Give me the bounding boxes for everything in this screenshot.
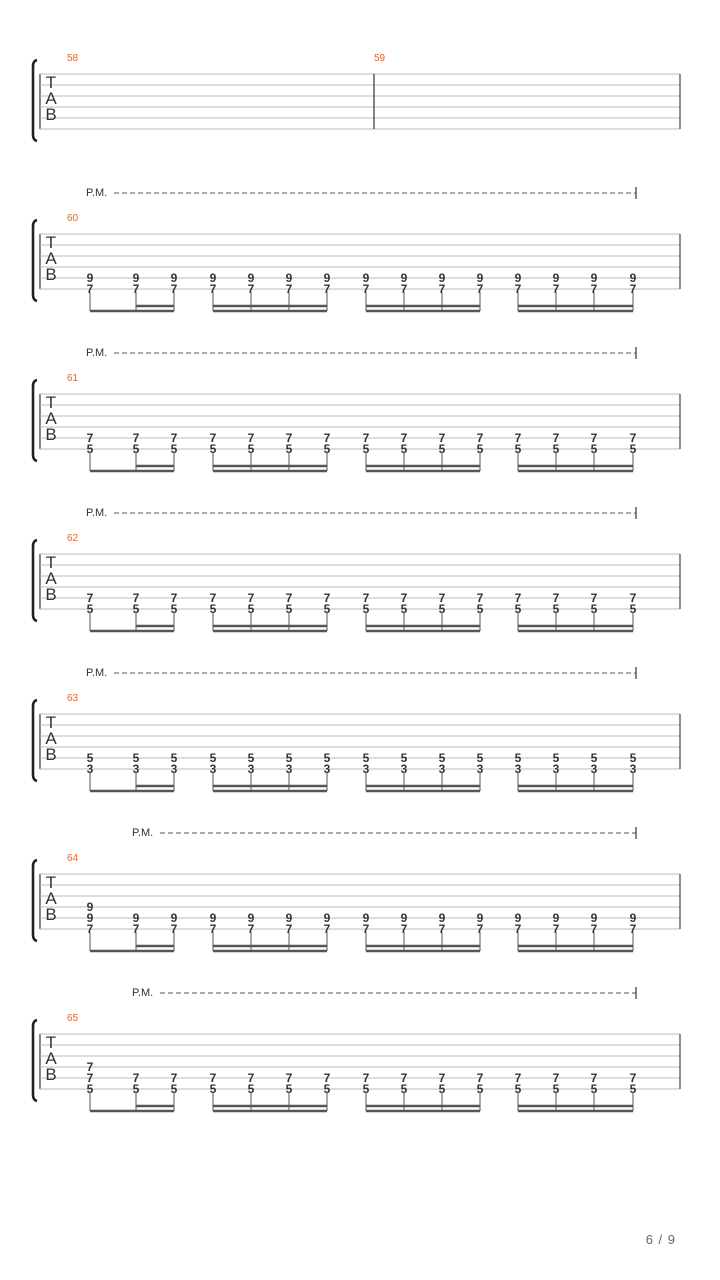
fret-number: 9 xyxy=(629,911,637,925)
fret-number: 3 xyxy=(629,762,637,776)
fret-number: 7 xyxy=(247,282,255,296)
fret-number: 9 xyxy=(323,271,331,285)
fret-number: 3 xyxy=(132,762,140,776)
fret-number: 7 xyxy=(629,1071,637,1085)
fret-number: 5 xyxy=(590,442,598,456)
fret-number: 7 xyxy=(132,922,140,936)
fret-number: 7 xyxy=(132,431,140,445)
fret-number: 7 xyxy=(132,1071,140,1085)
palm-mute-label: P.M. xyxy=(86,187,108,199)
fret-number: 9 xyxy=(285,911,293,925)
system-bracket xyxy=(33,540,37,621)
fret-number: 7 xyxy=(590,431,598,445)
fret-number: 5 xyxy=(86,442,94,456)
fret-number: 7 xyxy=(247,431,255,445)
fret-number: 5 xyxy=(629,751,637,765)
fret-number: 7 xyxy=(590,591,598,605)
fret-number: 5 xyxy=(400,442,408,456)
fret-number: 3 xyxy=(362,762,370,776)
fret-number: 7 xyxy=(438,431,446,445)
fret-number: 9 xyxy=(170,271,178,285)
fret-number: 7 xyxy=(552,922,560,936)
fret-number: 7 xyxy=(362,922,370,936)
fret-number: 7 xyxy=(552,431,560,445)
system-bracket xyxy=(33,380,37,461)
palm-mute-label: P.M. xyxy=(86,667,108,679)
tab-clef-letter: T xyxy=(45,393,57,412)
fret-number: 3 xyxy=(209,762,217,776)
fret-number: 7 xyxy=(209,922,217,936)
fret-number: 7 xyxy=(590,282,598,296)
fret-number: 7 xyxy=(362,282,370,296)
measure-number: 60 xyxy=(67,213,79,224)
fret-number: 3 xyxy=(590,762,598,776)
system-bracket xyxy=(33,220,37,301)
fret-number: 7 xyxy=(209,282,217,296)
fret-number: 5 xyxy=(552,1082,560,1096)
fret-number: 5 xyxy=(285,1082,293,1096)
tab-clef-letter: A xyxy=(45,569,57,588)
fret-number: 7 xyxy=(285,1071,293,1085)
fret-number: 5 xyxy=(285,751,293,765)
fret-number: 5 xyxy=(514,442,522,456)
page-number: 6 / 9 xyxy=(645,1232,676,1247)
measure-number: 62 xyxy=(67,533,79,544)
fret-number: 7 xyxy=(285,922,293,936)
measure-number: 65 xyxy=(67,1013,79,1024)
fret-number: 7 xyxy=(629,591,637,605)
fret-number: 5 xyxy=(514,1082,522,1096)
fret-number: 7 xyxy=(247,1071,255,1085)
fret-number: 5 xyxy=(476,602,484,616)
fret-number: 5 xyxy=(209,751,217,765)
fret-number: 5 xyxy=(323,442,331,456)
fret-number: 7 xyxy=(362,1071,370,1085)
tab-clef-letter: A xyxy=(45,889,57,908)
fret-number: 7 xyxy=(170,922,178,936)
palm-mute-label: P.M. xyxy=(132,827,154,839)
fret-number: 9 xyxy=(552,271,560,285)
fret-number: 7 xyxy=(552,591,560,605)
fret-number: 7 xyxy=(514,282,522,296)
fret-number: 7 xyxy=(323,282,331,296)
system-bracket xyxy=(33,60,37,141)
fret-number: 7 xyxy=(285,431,293,445)
fret-number: 9 xyxy=(86,900,94,914)
fret-number: 5 xyxy=(438,751,446,765)
system-bracket xyxy=(33,700,37,781)
tab-clef-letter: A xyxy=(45,1049,57,1068)
fret-number: 7 xyxy=(438,922,446,936)
fret-number: 5 xyxy=(209,1082,217,1096)
fret-number: 5 xyxy=(400,751,408,765)
fret-number: 9 xyxy=(590,911,598,925)
fret-number: 5 xyxy=(629,442,637,456)
fret-number: 5 xyxy=(476,1082,484,1096)
fret-number: 9 xyxy=(247,911,255,925)
tab-clef-letter: T xyxy=(45,873,57,892)
fret-number: 9 xyxy=(285,271,293,285)
fret-number: 7 xyxy=(285,591,293,605)
fret-number: 7 xyxy=(476,282,484,296)
tab-system xyxy=(33,667,680,791)
tab-clef-letter: T xyxy=(45,233,57,252)
tab-clef-letter: B xyxy=(45,585,57,604)
fret-number: 7 xyxy=(209,591,217,605)
fret-number: 7 xyxy=(362,591,370,605)
fret-number: 9 xyxy=(209,911,217,925)
fret-number: 5 xyxy=(170,751,178,765)
fret-number: 7 xyxy=(438,1071,446,1085)
fret-number: 3 xyxy=(86,762,94,776)
fret-number: 7 xyxy=(86,922,94,936)
fret-number: 5 xyxy=(132,602,140,616)
fret-number: 5 xyxy=(362,442,370,456)
fret-number: 9 xyxy=(552,911,560,925)
fret-number: 5 xyxy=(476,751,484,765)
tab-system xyxy=(33,987,680,1111)
tab-system xyxy=(33,507,680,631)
fret-number: 9 xyxy=(629,271,637,285)
fret-number: 5 xyxy=(170,602,178,616)
tab-clef-letter: A xyxy=(45,249,57,268)
fret-number: 9 xyxy=(170,911,178,925)
fret-number: 5 xyxy=(590,602,598,616)
fret-number: 7 xyxy=(590,1071,598,1085)
fret-number: 5 xyxy=(86,1082,94,1096)
fret-number: 7 xyxy=(476,591,484,605)
fret-number: 7 xyxy=(323,431,331,445)
fret-number: 5 xyxy=(438,1082,446,1096)
fret-number: 9 xyxy=(476,911,484,925)
fret-number: 7 xyxy=(285,282,293,296)
fret-number: 5 xyxy=(552,602,560,616)
fret-number: 7 xyxy=(438,282,446,296)
system-bracket xyxy=(33,1020,37,1101)
fret-number: 7 xyxy=(209,1071,217,1085)
fret-number: 7 xyxy=(170,1071,178,1085)
fret-number: 7 xyxy=(86,1071,94,1085)
fret-number: 7 xyxy=(209,431,217,445)
fret-number: 7 xyxy=(247,922,255,936)
fret-number: 7 xyxy=(132,282,140,296)
fret-number: 5 xyxy=(170,442,178,456)
fret-number: 9 xyxy=(247,271,255,285)
fret-number: 9 xyxy=(438,911,446,925)
fret-number: 7 xyxy=(362,431,370,445)
fret-number: 7 xyxy=(629,282,637,296)
fret-number: 5 xyxy=(323,602,331,616)
fret-number: 7 xyxy=(514,1071,522,1085)
fret-number: 5 xyxy=(247,442,255,456)
fret-number: 9 xyxy=(400,271,408,285)
fret-number: 7 xyxy=(400,591,408,605)
fret-number: 5 xyxy=(400,602,408,616)
fret-number: 5 xyxy=(247,1082,255,1096)
tab-clef-letter: A xyxy=(45,409,57,428)
fret-number: 3 xyxy=(170,762,178,776)
fret-number: 5 xyxy=(590,1082,598,1096)
fret-number: 7 xyxy=(476,922,484,936)
tab-clef-letter: B xyxy=(45,425,57,444)
fret-number: 7 xyxy=(323,591,331,605)
fret-number: 9 xyxy=(132,911,140,925)
tab-clef-letter: B xyxy=(45,905,57,924)
fret-number: 7 xyxy=(438,591,446,605)
fret-number: 5 xyxy=(285,602,293,616)
tab-system xyxy=(33,187,680,311)
fret-number: 7 xyxy=(86,431,94,445)
fret-number: 7 xyxy=(170,282,178,296)
fret-number: 9 xyxy=(362,911,370,925)
measure-number: 64 xyxy=(67,853,79,864)
fret-number: 7 xyxy=(400,431,408,445)
fret-number: 3 xyxy=(247,762,255,776)
fret-number: 9 xyxy=(209,271,217,285)
fret-number: 7 xyxy=(170,431,178,445)
tab-clef-letter: A xyxy=(45,729,57,748)
fret-number: 5 xyxy=(132,442,140,456)
palm-mute-label: P.M. xyxy=(132,987,154,999)
palm-mute-label: P.M. xyxy=(86,347,108,359)
fret-number: 7 xyxy=(476,431,484,445)
fret-number: 9 xyxy=(86,911,94,925)
fret-number: 5 xyxy=(514,751,522,765)
fret-number: 3 xyxy=(400,762,408,776)
fret-number: 7 xyxy=(400,922,408,936)
fret-number: 5 xyxy=(209,602,217,616)
measure-number: 63 xyxy=(67,693,79,704)
fret-number: 9 xyxy=(400,911,408,925)
fret-number: 5 xyxy=(132,1082,140,1096)
tab-clef-letter: B xyxy=(45,265,57,284)
fret-number: 5 xyxy=(362,1082,370,1096)
fret-number: 3 xyxy=(285,762,293,776)
fret-number: 7 xyxy=(247,591,255,605)
fret-number: 5 xyxy=(552,442,560,456)
tab-clef-letter: T xyxy=(45,1033,57,1052)
measure-number: 61 xyxy=(67,373,79,384)
fret-number: 7 xyxy=(170,591,178,605)
fret-number: 5 xyxy=(476,442,484,456)
fret-number: 9 xyxy=(132,271,140,285)
fret-number: 5 xyxy=(629,1082,637,1096)
tab-system xyxy=(33,347,680,471)
tab-clef-letter: A xyxy=(45,89,57,108)
tab-clef-letter: B xyxy=(45,1065,57,1084)
fret-number: 9 xyxy=(514,271,522,285)
fret-number: 7 xyxy=(552,282,560,296)
fret-number: 9 xyxy=(438,271,446,285)
fret-number: 7 xyxy=(476,1071,484,1085)
fret-number: 9 xyxy=(590,271,598,285)
tab-system xyxy=(33,53,680,141)
fret-number: 5 xyxy=(552,751,560,765)
fret-number: 7 xyxy=(86,282,94,296)
fret-number: 5 xyxy=(247,602,255,616)
tab-clef-letter: T xyxy=(45,73,57,92)
fret-number: 3 xyxy=(476,762,484,776)
fret-number: 5 xyxy=(590,751,598,765)
fret-number: 7 xyxy=(514,591,522,605)
fret-number: 5 xyxy=(362,751,370,765)
fret-number: 7 xyxy=(514,922,522,936)
tab-clef-letter: B xyxy=(45,745,57,764)
fret-number: 9 xyxy=(476,271,484,285)
fret-number: 5 xyxy=(362,602,370,616)
fret-number: 5 xyxy=(629,602,637,616)
fret-number: 9 xyxy=(362,271,370,285)
tab-clef-letter: T xyxy=(45,713,57,732)
measure-number: 59 xyxy=(374,53,386,64)
fret-number: 7 xyxy=(400,282,408,296)
fret-number: 7 xyxy=(590,922,598,936)
fret-number: 7 xyxy=(629,922,637,936)
fret-number: 9 xyxy=(323,911,331,925)
fret-number: 5 xyxy=(323,751,331,765)
fret-number: 3 xyxy=(552,762,560,776)
measure-number: 58 xyxy=(67,53,79,64)
fret-number: 5 xyxy=(170,1082,178,1096)
fret-number: 5 xyxy=(86,602,94,616)
fret-number: 7 xyxy=(323,922,331,936)
fret-number: 3 xyxy=(323,762,331,776)
fret-number: 7 xyxy=(86,1060,94,1074)
tab-clef-letter: B xyxy=(45,105,57,124)
fret-number: 5 xyxy=(209,442,217,456)
fret-number: 7 xyxy=(552,1071,560,1085)
fret-number: 9 xyxy=(86,271,94,285)
fret-number: 5 xyxy=(400,1082,408,1096)
fret-number: 5 xyxy=(132,751,140,765)
fret-number: 5 xyxy=(247,751,255,765)
palm-mute-label: P.M. xyxy=(86,507,108,519)
fret-number: 7 xyxy=(323,1071,331,1085)
fret-number: 7 xyxy=(514,431,522,445)
fret-number: 3 xyxy=(438,762,446,776)
tab-system xyxy=(33,827,680,951)
fret-number: 3 xyxy=(514,762,522,776)
fret-number: 7 xyxy=(86,591,94,605)
fret-number: 5 xyxy=(285,442,293,456)
fret-number: 7 xyxy=(400,1071,408,1085)
fret-number: 9 xyxy=(514,911,522,925)
fret-number: 5 xyxy=(438,602,446,616)
fret-number: 7 xyxy=(132,591,140,605)
fret-number: 5 xyxy=(438,442,446,456)
fret-number: 7 xyxy=(629,431,637,445)
fret-number: 5 xyxy=(86,751,94,765)
fret-number: 5 xyxy=(514,602,522,616)
tab-clef-letter: T xyxy=(45,553,57,572)
system-bracket xyxy=(33,860,37,941)
fret-number: 5 xyxy=(323,1082,331,1096)
